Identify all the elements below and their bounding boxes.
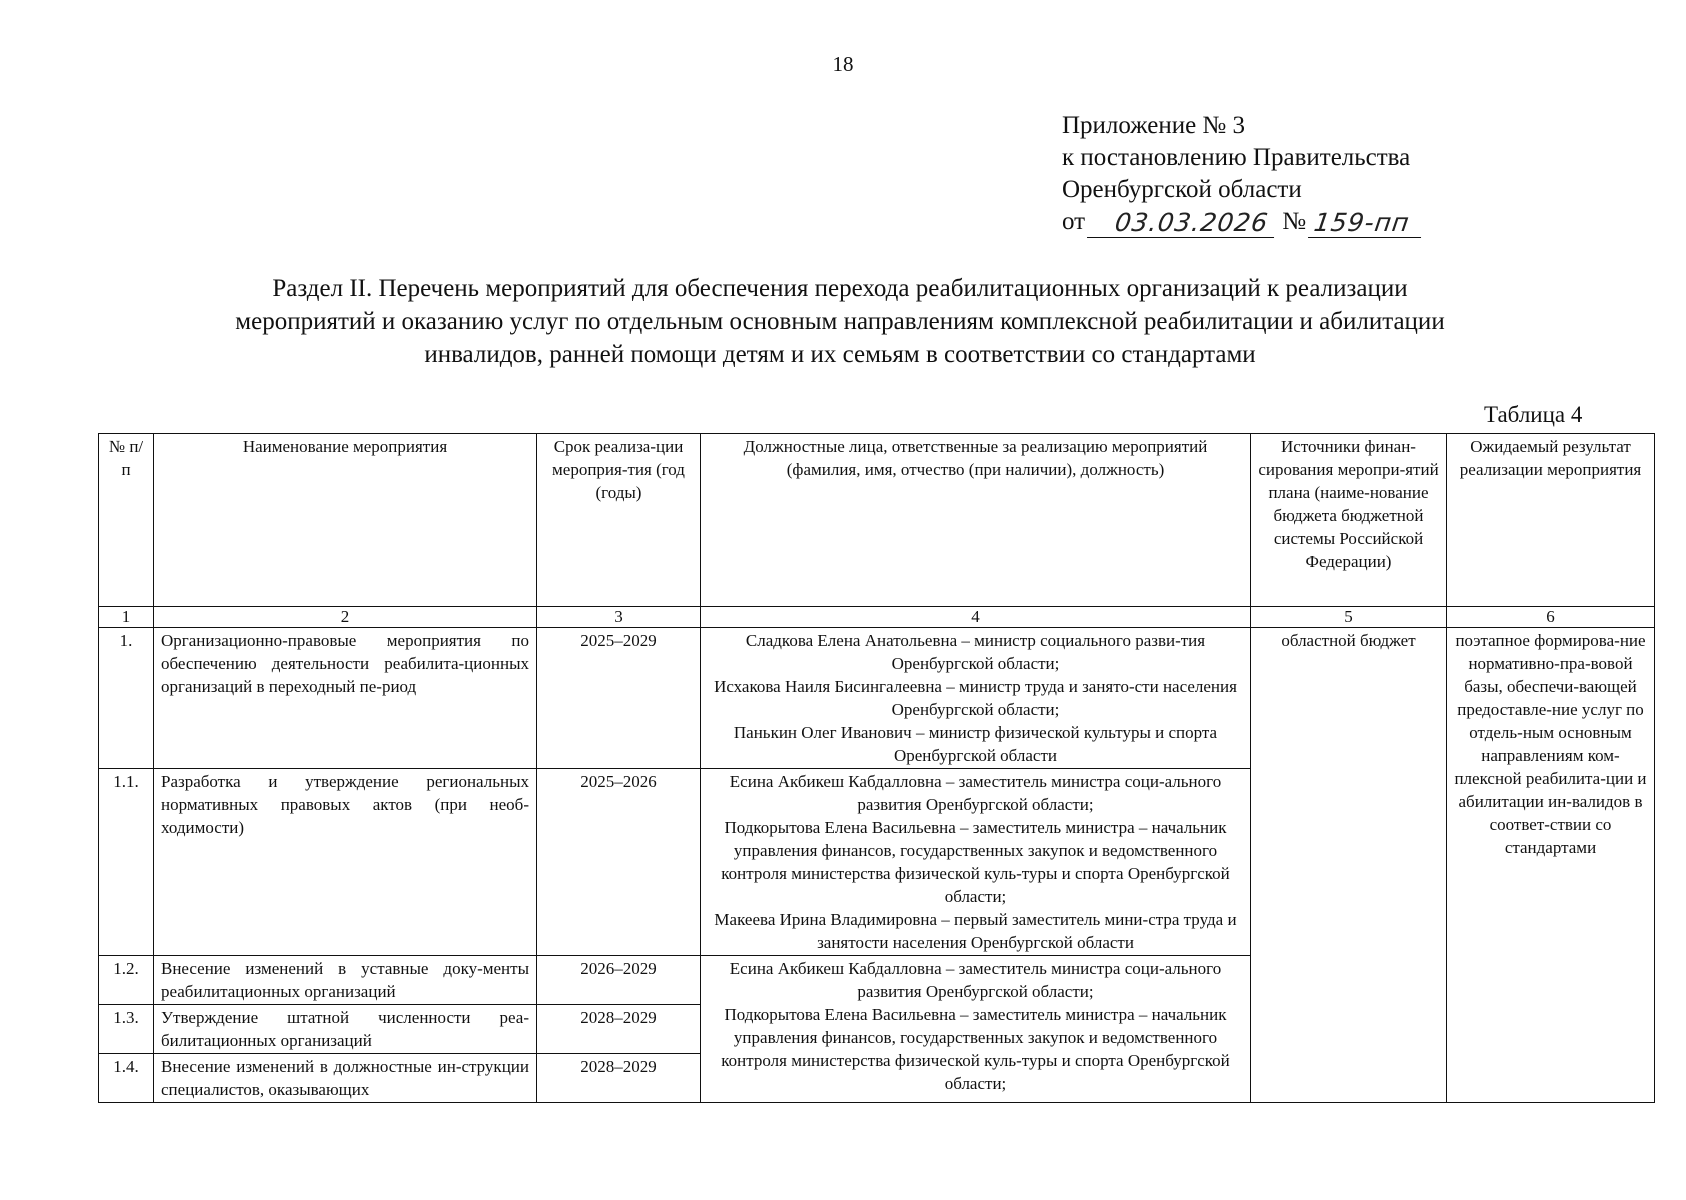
row-name: Разработка и утверждение региональных нормативных правовых актов (при необ-ходимости) [154, 769, 537, 956]
table-header-row [99, 434, 1655, 607]
column-number: 2 [154, 607, 537, 628]
number-label: № [1282, 208, 1307, 235]
appendix-region: Оренбургской области [1062, 176, 1302, 203]
official: Исхакова Наиля Бисингалеевна – министр труда и занято-сти населения Оренбургской области; [714, 677, 1237, 719]
header-result: Ожидаемый результат реализации мероприятия [1447, 434, 1655, 607]
appendix-block [1062, 110, 1430, 238]
row-num: 1.2. [99, 956, 154, 1005]
appendix-date-row [1062, 206, 1430, 238]
header-period: Срок реализа-ции мероприя-тия (год (годы) [537, 434, 701, 607]
section-title-line-2: мероприятий и оказанию услуг по отдельным основным направлениям комплексной реабилитации и абилитации [235, 308, 1445, 335]
expected-result: поэтапное формирова-ние нормативно-пра-вовой базы, обеспечи-вающей предоставле-ние услуг по отдель-ным основным направлениям ком-плексной реабилита-ции и абилитации ин-валидов в соответ-ствии со стандартами [1447, 628, 1655, 1103]
row-num: 1. [99, 628, 154, 769]
row-num: 1.1. [99, 769, 154, 956]
row-period: 2028–2029 [537, 1005, 701, 1054]
header-num: № п/п [99, 434, 154, 607]
official: Есина Акбикеш Кабдалловна – заместитель министра соци-ального развития Оренбургской области; [729, 772, 1222, 814]
from-label: от [1062, 208, 1086, 235]
header-name: Наименование мероприятия [154, 434, 537, 607]
row-name: Внесение изменений в уставные доку-менты реабилитационных организаций [154, 956, 537, 1005]
section-title-line-3: инвалидов, ранней помощи детям и их семьям в соответствии со стандартами [424, 341, 1256, 368]
measures-table [98, 433, 1655, 1103]
row-num: 1.4. [99, 1054, 154, 1103]
row-period: 2026–2029 [537, 956, 701, 1005]
row-num: 1.3. [99, 1005, 154, 1054]
shared-officials [701, 956, 1251, 1103]
appendix-resolution: к постановлению Правительства [1062, 144, 1411, 171]
page-number: 18 [832, 52, 854, 76]
section-title-line-1: Раздел II. Перечень мероприятий для обеспечения перехода реабилитационных организаций к реализации [272, 275, 1408, 302]
row-name: Утверждение штатной численности реа-билитационных организаций [154, 1005, 537, 1054]
column-number: 1 [99, 607, 154, 628]
header-officials: Должностные лица, ответственные за реализацию мероприятий (фамилия, имя, отчество (при наличии), должность) [701, 434, 1251, 607]
section-title [120, 272, 1560, 371]
column-number: 5 [1251, 607, 1447, 628]
appendix-title: Приложение № 3 [1062, 112, 1246, 139]
table-label: Таблица 4 [1484, 402, 1583, 427]
header-funding: Источники финан-сирования меропри-ятий плана (наиме-нование бюджета бюджетной системы Российской Федерации) [1251, 434, 1447, 607]
official: Сладкова Елена Анатольевна – министр социального разви-тия Оренбургской области; [745, 631, 1206, 673]
handwritten-date: 03.03.2026 [1087, 209, 1278, 238]
column-number-row [99, 607, 1655, 628]
official: Подкорытова Елена Васильевна – заместитель министра – начальник управления финансов, государственных закупок и ведомственного контроля министерства физической куль-туры и спорта Оренбургской области; [721, 818, 1230, 906]
handwritten-number: 159-пп [1308, 209, 1426, 238]
official: Есина Акбикеш Кабдалловна – заместитель министра соци-ального развития Оренбургской области; [729, 959, 1222, 1001]
row-period: 2025–2029 [537, 628, 701, 769]
official: Панькин Олег Иванович – министр физической культуры и спорта Оренбургской области [733, 723, 1218, 765]
column-number: 6 [1447, 607, 1655, 628]
row-name: Внесение изменений в должностные ин-струкции специалистов, оказывающих [154, 1054, 537, 1103]
funding-source: областной бюджет [1251, 628, 1447, 1103]
row-period: 2028–2029 [537, 1054, 701, 1103]
column-number: 4 [701, 607, 1251, 628]
official: Макеева Ирина Владимировна – первый заместитель мини-стра труда и занятости населения Оренбургской области [714, 910, 1237, 952]
table-row [99, 628, 1655, 769]
column-number: 3 [537, 607, 701, 628]
official: Подкорытова Елена Васильевна – заместитель министра – начальник управления финансов, государственных закупок и ведомственного контроля министерства физической куль-туры и спорта Оренбургской области; [721, 1005, 1230, 1093]
row-officials [701, 628, 1251, 769]
row-period: 2025–2026 [537, 769, 701, 956]
row-officials [701, 769, 1251, 956]
row-name: Организационно-правовые мероприятия по обеспечению деятельности реабилита-ционных организаций в переходный пе-риод [154, 628, 537, 769]
